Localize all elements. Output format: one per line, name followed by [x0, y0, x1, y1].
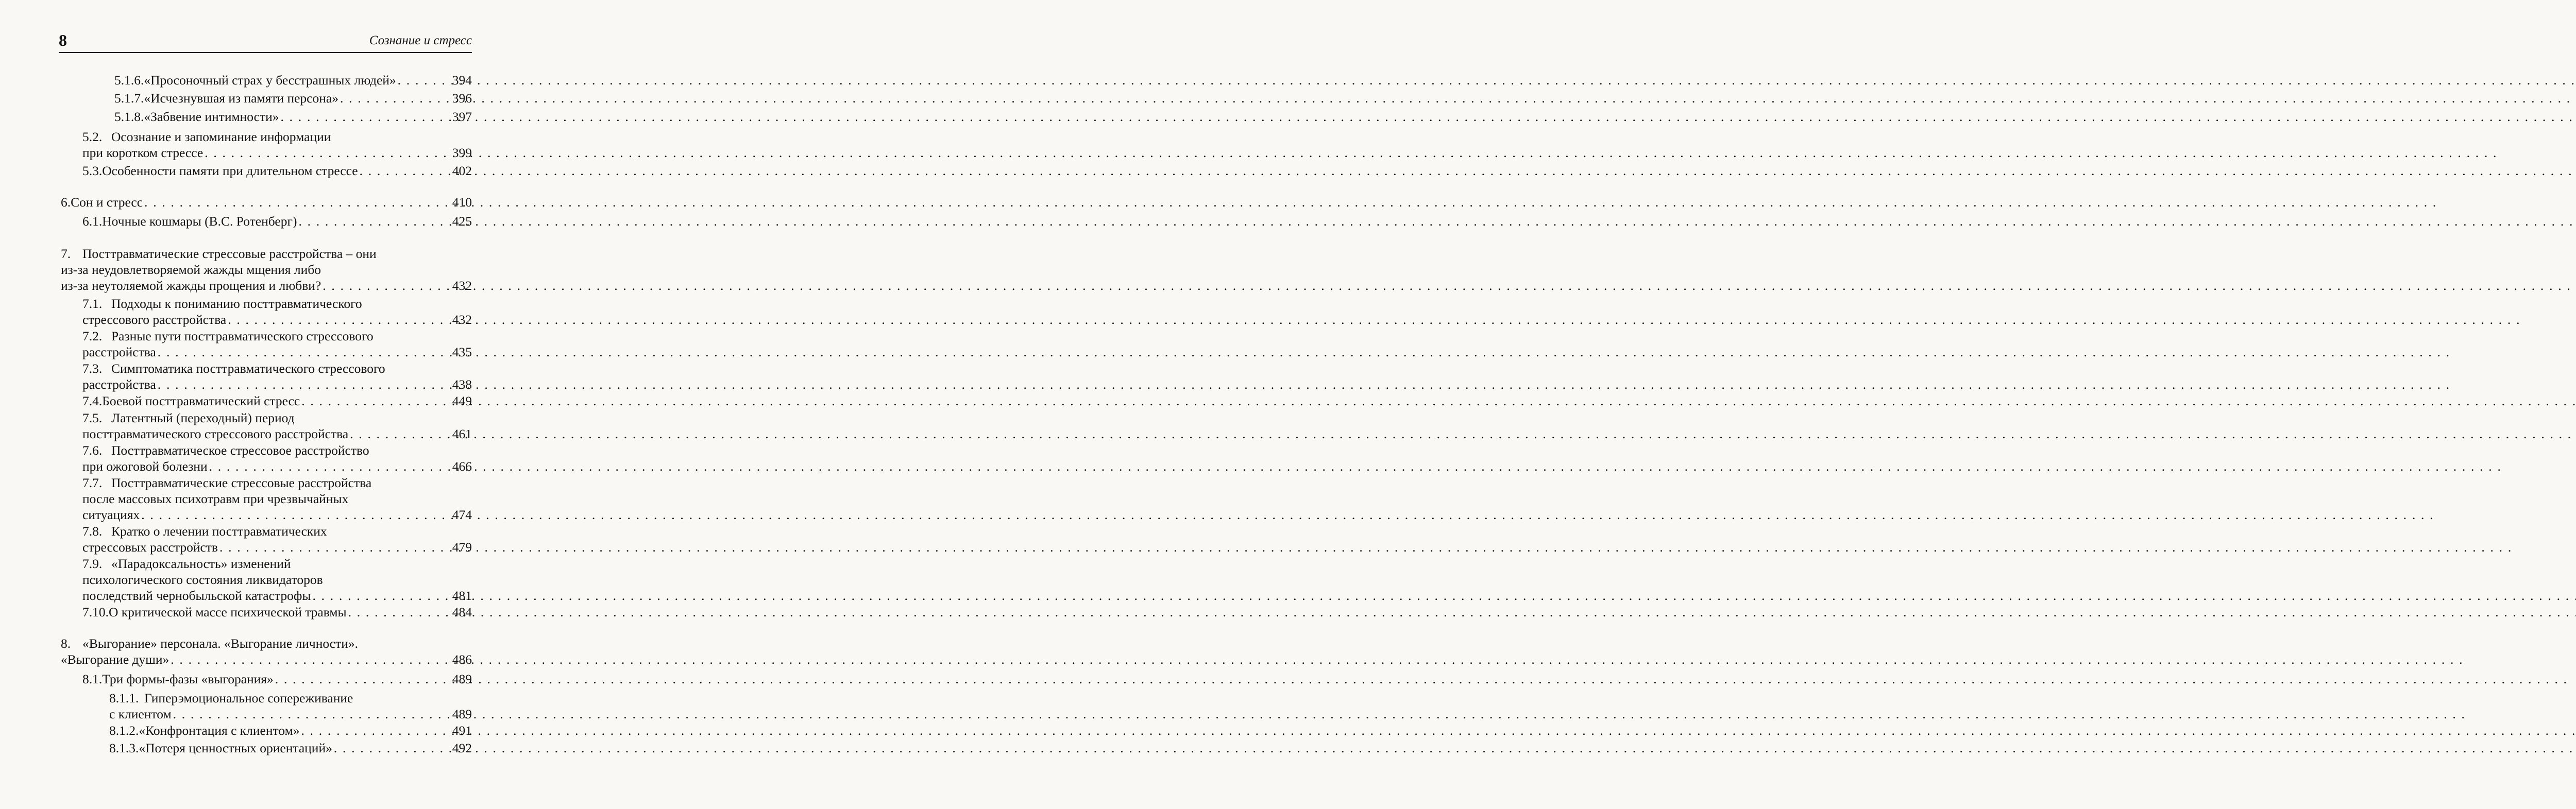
toc-entry-5-1-8 [114, 109, 472, 125]
toc-line [61, 635, 472, 651]
dot-leader [300, 393, 452, 409]
toc-page-number: 466 [452, 459, 472, 474]
toc-title-text: с клиентом [109, 707, 172, 721]
toc-entry-8-1-2 [109, 722, 472, 738]
toc-entry-7 [61, 246, 472, 294]
toc-title-text: «Просоночный страх у бесстрашных людей» [144, 73, 396, 88]
dot-leader [332, 740, 452, 756]
toc-line [109, 706, 472, 722]
toc-number: 5.3. [82, 163, 103, 178]
toc-page-number: 484 [452, 605, 472, 619]
toc-entry-6 [61, 194, 472, 210]
toc-title-text: Осознание и запоминание информации [111, 129, 331, 144]
dot-leader [140, 507, 452, 523]
dot-leader [218, 539, 452, 555]
toc-page-number: 491 [452, 723, 472, 738]
toc-title-text: расстройства [82, 377, 156, 392]
toc-entry-7-8 [82, 523, 472, 555]
table-of-contents [0, 0, 515, 809]
dot-leader [321, 278, 452, 294]
toc-entry-7-4 [82, 393, 472, 409]
toc-entry-7-2 [82, 328, 472, 360]
toc-title-text: после массовых психотравм при чрезвычайных [82, 491, 349, 506]
toc-entry-7-10 [82, 604, 472, 620]
toc-page-number: 461 [452, 426, 472, 441]
toc-entry-8-1-3 [109, 740, 472, 756]
page-number: 8 [59, 31, 67, 49]
toc-title-text: Гиперэмоциональное сопереживание [144, 691, 353, 705]
dot-leader [156, 344, 452, 360]
toc-number: 7. [61, 246, 71, 261]
toc-line [82, 344, 472, 360]
toc-entry-7-1 [82, 296, 472, 328]
toc-title-text: «Конфронтация с клиентом» [139, 723, 300, 738]
toc-page-number: 394 [452, 73, 472, 88]
toc-line [82, 312, 472, 328]
toc-entry-8 [61, 635, 472, 667]
toc-title-text: из-за неутоляемой жажды прощения и любви? [61, 278, 321, 293]
toc-line [82, 442, 472, 458]
toc-line [82, 360, 472, 376]
toc-entry-5-2 [82, 129, 472, 161]
toc-line [61, 246, 472, 262]
dot-leader [299, 722, 452, 738]
toc-line [82, 572, 472, 588]
toc-line [82, 213, 472, 229]
toc-line [61, 651, 472, 667]
toc-number: 8.1.3. [109, 741, 139, 755]
toc-page-number: 486 [452, 652, 472, 667]
toc-title-text: расстройства [82, 345, 156, 359]
toc-line [109, 740, 472, 756]
toc-title-text: Кратко о лечении посттравматических [111, 524, 327, 539]
toc-number: 8.1.1. [109, 691, 139, 705]
dot-leader [338, 90, 452, 106]
toc-page-number: 438 [452, 377, 472, 392]
toc-title-text: «Выгорание души» [61, 652, 170, 667]
toc-page-number: 479 [452, 540, 472, 555]
toc-title-text: посттравматического стрессового расстройства [82, 426, 349, 441]
dot-leader [172, 706, 452, 722]
toc-entry-6-1 [82, 213, 472, 229]
toc-number: 6.1. [82, 214, 103, 229]
toc-line [82, 129, 472, 145]
toc-title-text: Сон и стресс [71, 195, 143, 210]
toc-line [82, 145, 472, 161]
dot-leader [311, 588, 452, 604]
toc-line [61, 262, 472, 278]
toc-title-text: из-за неудовлетворяемой жажды мщения либо [61, 262, 321, 277]
toc-title-text: последствий чернобыльской катастрофы [82, 588, 311, 603]
toc-title-text: стрессового расстройства [82, 312, 227, 327]
toc-number: 7.10. [82, 605, 109, 619]
toc-title-text: Посттравматические стрессовые расстройства – они [82, 246, 377, 261]
toc-line [82, 539, 472, 555]
toc-line [82, 671, 472, 687]
dot-leader [156, 376, 452, 392]
toc-number: 7.3. [82, 361, 103, 376]
toc-line [114, 72, 472, 88]
toc-number: 7.6. [82, 443, 103, 458]
toc-line [82, 588, 472, 604]
dot-leader [297, 213, 452, 229]
toc-title-text: Разные пути посттравматического стрессового [111, 329, 374, 343]
toc-number: 5.1.7. [114, 91, 144, 106]
dot-leader [279, 109, 452, 125]
toc-number: 7.4. [82, 393, 103, 408]
toc-line [82, 491, 472, 507]
toc-line [82, 523, 472, 539]
toc-line [114, 90, 472, 106]
toc-entry-7-6 [82, 442, 472, 474]
toc-number: 8.1. [82, 672, 103, 686]
toc-title-text: Латентный (переходный) период [111, 410, 295, 425]
toc-title-text: Боевой посттравматический стресс [102, 393, 300, 408]
toc-line [82, 296, 472, 312]
toc-entry-5-3 [82, 163, 472, 179]
toc-title-text: Посттравматическое стрессовое расстройство [111, 443, 369, 458]
toc-title-text: Симптоматика посттравматического стрессового [111, 361, 385, 376]
toc-title-text: «Парадоксальность» изменений [111, 556, 291, 571]
toc-entry-7-5 [82, 410, 472, 442]
toc-number: 8. [61, 636, 71, 651]
toc-line [61, 278, 472, 294]
toc-line [114, 109, 472, 125]
toc-line [61, 194, 472, 210]
toc-line [82, 163, 472, 179]
toc-line [82, 458, 472, 474]
toc-number: 7.9. [82, 556, 103, 571]
toc-page-number: 489 [452, 672, 472, 686]
dot-leader [358, 163, 452, 179]
toc-title-text: Подходы к пониманию посттравматического [111, 296, 362, 311]
toc-line [82, 328, 472, 344]
toc-page-number: 449 [452, 393, 472, 408]
toc-title-text: Ночные кошмары (В.С. Ротенберг) [102, 214, 297, 229]
toc-entry-8-1-1 [109, 690, 472, 722]
toc-page-number: 481 [452, 588, 472, 603]
toc-title-text: О критической массе психической травмы [109, 605, 347, 619]
toc-line [109, 722, 472, 738]
dot-leader [226, 312, 452, 328]
toc-entry-5-1-6 [114, 72, 472, 88]
toc-title-text: психологического состояния ликвидаторов [82, 572, 323, 587]
toc-page-number: 492 [452, 741, 472, 755]
toc-title-text: Посттравматические стрессовые расстройства [111, 475, 372, 490]
toc-number: 5.1.8. [114, 109, 144, 124]
toc-title-text: стрессовых расстройств [82, 540, 218, 555]
toc-line [82, 556, 472, 572]
toc-title-text: «Исчезнувшая из памяти персона» [144, 91, 338, 106]
toc-line [82, 393, 472, 409]
dot-leader [203, 145, 452, 161]
toc-page-number: 396 [452, 91, 472, 106]
toc-number: 8.1.2. [109, 723, 139, 738]
toc-title-text: «Потеря ценностных ориентаций» [139, 741, 332, 755]
toc-title-text: при коротком стрессе [82, 145, 204, 160]
toc-entry-7-9 [82, 556, 472, 604]
toc-page-number: 474 [452, 507, 472, 522]
toc-page-number: 425 [452, 214, 472, 229]
toc-page-number: 410 [452, 195, 472, 210]
toc-line [82, 376, 472, 392]
toc-page-number: 432 [452, 312, 472, 327]
dot-leader [208, 458, 452, 474]
toc-entry-5-1-7 [114, 90, 472, 106]
toc-number: 7.1. [82, 296, 103, 311]
toc-line [82, 604, 472, 620]
toc-line [109, 690, 472, 706]
toc-line [82, 507, 472, 523]
toc-number: 7.2. [82, 329, 103, 343]
toc-page-number: 399 [452, 145, 472, 160]
toc-number: 7.7. [82, 475, 103, 490]
toc-entry-8-1 [82, 671, 472, 687]
toc-number: 5.1.6. [114, 73, 144, 88]
toc-entry-7-3 [82, 360, 472, 392]
toc-title-text: «Выгорание» персонала. «Выгорание личности». [82, 636, 359, 651]
toc-number: 7.8. [82, 524, 103, 539]
running-title: Сознание и стресс [369, 33, 472, 47]
dot-leader [347, 604, 452, 620]
toc-page-number: 489 [452, 707, 472, 721]
toc-page-number: 397 [452, 109, 472, 124]
dot-leader [169, 651, 452, 667]
toc-title-text: при ожоговой болезни [82, 459, 208, 474]
toc-title-text: Три формы-фазы «выгорания» [102, 672, 274, 686]
toc-title-text: Особенности памяти при длительном стрессе [102, 163, 358, 178]
toc-title-text: «Забвение интимности» [144, 109, 279, 124]
toc-line [82, 410, 472, 426]
toc-line [82, 426, 472, 442]
dot-leader [396, 72, 452, 88]
toc-number: 7.5. [82, 410, 103, 425]
toc-entry-7-7 [82, 475, 472, 523]
dot-leader [348, 426, 452, 442]
toc-title-text: ситуациях [82, 507, 140, 522]
toc-line [82, 475, 472, 491]
toc-page-number: 435 [452, 345, 472, 359]
toc-number: 5.2. [82, 129, 103, 144]
toc-page-number: 432 [452, 278, 472, 293]
dot-leader [274, 671, 452, 687]
toc-page-number: 402 [452, 163, 472, 178]
toc-number: 6. [61, 195, 71, 210]
dot-leader [143, 194, 452, 210]
